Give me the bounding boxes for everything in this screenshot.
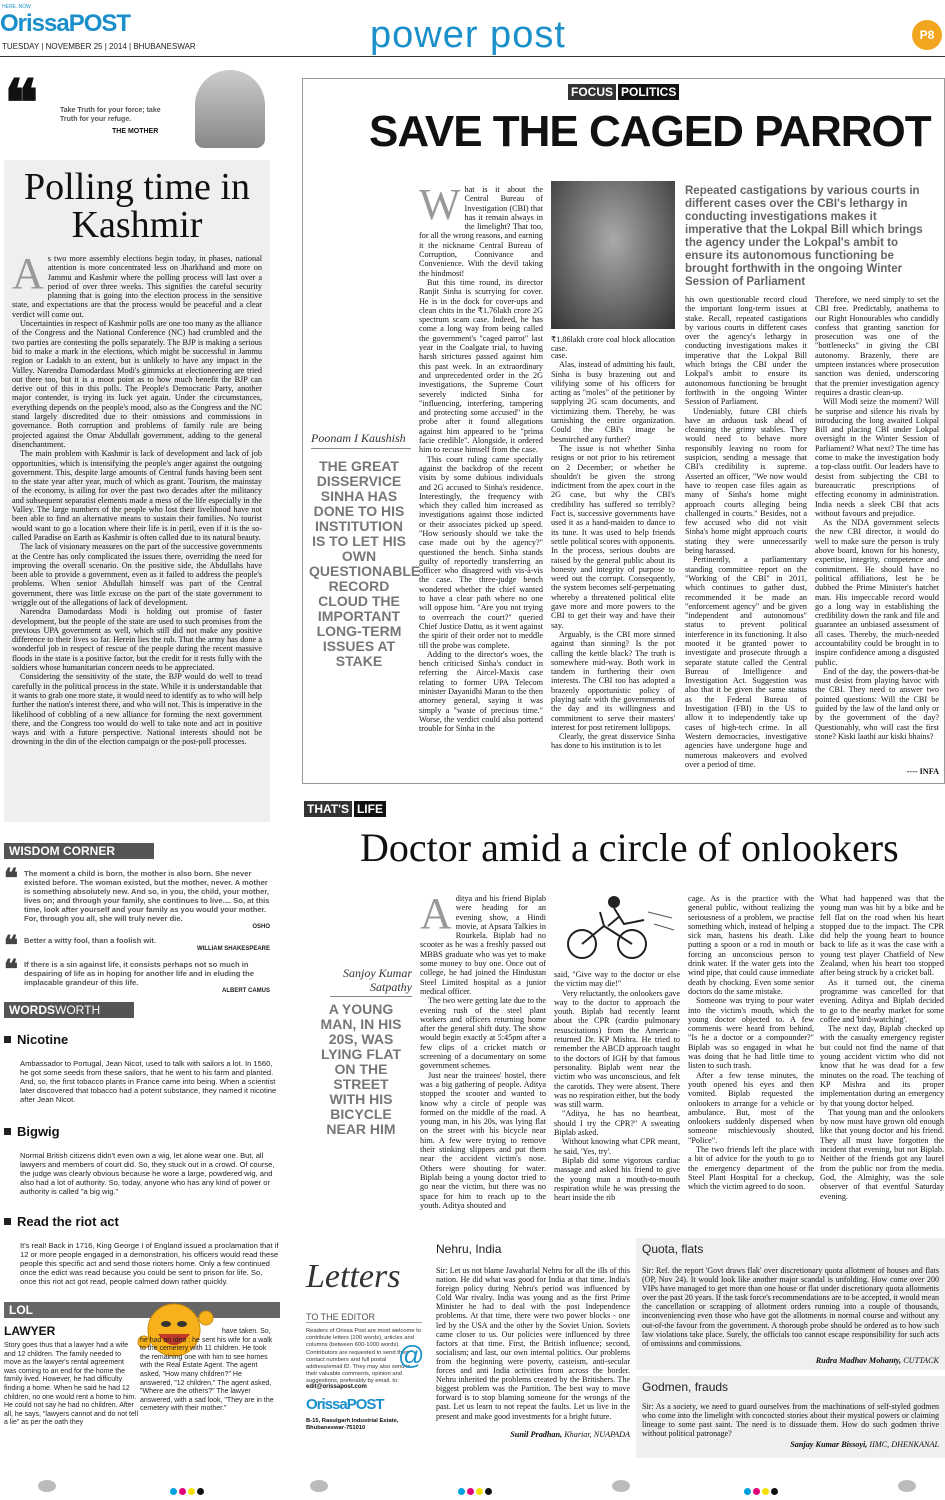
- lol-text-right: have taken. So, he had an idea : he sent his wife for a walk to the cemetery with 11 children. He took the remaining one with him to see homes with the Real Estate Agent. The agent asked, "How many children?" He answered, "12 children." The agent asked, "Where are the others?" The lawyer answered, with a sad look, "They are in the cemetery with their mother.": [140, 1328, 274, 1413]
- letters-note: Readers of Orissa Post are most welcome to contribute letters (100 words), articles and columns (between 600-1000 words). Contributors are requested to send their contact numbers and full postal address/email ID. They may also send in their valuable comments, opinion and suggestions, preferably by email, to:: [306, 1328, 422, 1385]
- quote-mark-icon: ❝: [4, 68, 39, 139]
- lol-header: LOL: [4, 1302, 280, 1318]
- quote-mark-icon: ❝: [4, 955, 18, 984]
- registration-mark-icon: [612, 1480, 630, 1492]
- letter-signature: Rudra Madhav Mohanty, CUTTACK: [815, 1356, 939, 1365]
- ranjit-sinha-photo: [551, 181, 675, 329]
- parrot-col-1: W hat is it about the Central Bureau of Investigation (CBI) that has it remain always in the limelight? That too, for all the wrong reasons, and earning it the nickname Central Bureau of Corruption, Connivance and Convenience. With the devil taking the hindmost! But this time round, its director Ranjit Sinha is scurrying for cover. He is in the dock for cover-ups and clean chits in the ₹1.76lakh crore 2G spectrum scam case. Indeed, he has come a long way from being called the government's "caged parrot" last year in the Coalgate trial, to having harsh strictures passed against him this past week. In an extraordinary and unprecedented order in the 2G investigations, the Supreme Court severely indicted Sinha for "influencing, interfering, tampering and protecting some accused" in the probe after it found allegations against him appeared to be "prima facie credible". Alongside, it ordered him to recuse himself from the case. This court ruling came specially against the backdrop of the recent visits by some dubious individuals and 2G accused to Sinha's residence. Interestingly, the frequency with which they called him increased as investigations against those indicted or their associates picked up speed. "How seriously should we take the case made out by the agency?" questioned the bench. Sinha stands guilty of reportedly transferring an officer who disagreed with vis-à-vis the case. The three-judge bench wondered whether the chief wanted to have a clear path where no one will oppose him. "Are you not trying to overreach the court?" queried Chief Justice Dattu, as it went against the spirit of their order not to meddle till the probe was complete. Adding to the director's woes, the bench criticised Sinha's conduct in referring the Aircel-Maxis case relating to former UPA Telecom minister Dayanidhi Maran to the then attorney general, saying it was simply a "waste of precious time." Worse, the verdict could also portend trouble for Sinha in the: [419, 180, 543, 734]
- wordsworth-item-title: Bigwig: [4, 1124, 280, 1139]
- doctor-article: [302, 800, 945, 1236]
- letter-heading: Godmen, frauds: [642, 1380, 729, 1394]
- letters-subtitle: TO THE EDITOR: [306, 1312, 422, 1323]
- color-dots-icon: [744, 1482, 780, 1500]
- paragraph: Narendra Damodardass Modi is holding out promise of faster development, but the people of the state are used to such promises from the previous UPA government as well, which still did not make any positive difference to their lives so far. Herein lies the rub. That the army has done a wonderful job in respect of rescue of the people during the recent massive floods in the state is a positive factor, but the credit for it rests fully with the soldiers whose humanitarian concern needs to be appreciated.: [12, 607, 262, 673]
- parrot-byline: Poonam I Kaushish: [311, 431, 411, 449]
- kashmir-title: Polling time in Kashmir: [24, 166, 250, 246]
- wordsworth: [4, 1002, 280, 1292]
- kashmir-body: [12, 249, 262, 836]
- parrot-photo-caption: ₹1.86lakh crore coal block allocation case.: [551, 335, 675, 354]
- page-number-badge: P8: [912, 20, 942, 50]
- letter-signature: Sunil Pradhan, Khariar, NUAPADA: [510, 1430, 630, 1439]
- letters-email-link[interactable]: edit@orissapost.com: [306, 1384, 367, 1390]
- doctor-dropcap: A: [420, 889, 452, 938]
- wisdom-quote-text: Better a witty fool, than a foolish wit.: [24, 936, 157, 945]
- letter-quota: [636, 1238, 945, 1370]
- registration-mark-icon: [898, 1480, 916, 1492]
- letter-signature: Sanjay Kumar Bissoyi, IIMC, DHENKANAL: [790, 1440, 939, 1449]
- wordsworth-item-title: Read the riot act: [4, 1214, 280, 1229]
- parrot-kicker: THE GREAT DISSERVICE SINHA HAS DONE TO HIS INSTITUTION IS TO LET HIS OWN QUESTIONABLE RECORD CLOUD THE IMPORTANT LONG-TERM ISSUES AT STAKE: [309, 458, 421, 669]
- letter-text: Sir: Let us not blame Jawaharlal Nehru for all the ills of this nation. He did what was good for India at that time. India's foreign policy during Nehru's period was influenced by Cold War rivalry. India was young and as the first Prime Minister he had to deal with the post Independence problems. At that time, there were two power blocks - one led by the USA and the other by the Soviet Union. Soviets came closer to us. Our policies were influenced by three factors at that time. First, the British influence; second, socialism; and last, our own internal politics. Our problems from the beginning were poverty, casteism, anti-secular forces and anti India activities from across the border. Nehru inherited the problems created by the Britishers. The biggest problem was the Partition. The best way to move forward is to stop blaming someone for the wrongs of the past. Let us learn to not repeat the faults. Let us live in the present and make good investments for a bright future.: [436, 1266, 630, 1421]
- wisdom-quote-author: WILLIAM SHAKESPEARE: [196, 946, 270, 952]
- quote-author: THE MOTHER: [112, 128, 159, 135]
- color-dots-icon: [458, 1482, 494, 1500]
- print-marks: [0, 1462, 945, 1497]
- letters-title: Letters: [306, 1258, 401, 1295]
- letters-section: [302, 1238, 945, 1458]
- section-title: power post: [370, 14, 566, 56]
- parrot-source: ---- INFA: [906, 767, 939, 776]
- cyclist-illustration: [554, 890, 680, 966]
- section-tag: THAT'S LIFE: [304, 802, 386, 816]
- letter-text: Sir: Ref. the report 'Govt draws flak' over discretionary quota allotment of houses and flats (OP, Nov 24). It would look like another major scandal is unfolding. How come over 200 VIPs have managed to get more than one house or flat under discretionary quota allotments over the past 20 years. If the task force's recommendations are to be accepted, it would mean the cancellation or scrapping of allotment orders running into a couple of thousands, inconveniencing even those who have got the allotments in normal course and without any out-of-the favour from the government. A thorough probe should be ordered as to how such law violations take place. Surely, the officials too cannot escape responsibility for such acts of omissions and commissions.: [642, 1266, 939, 1348]
- wisdom-quote-text: If there is a sin against life, it consists perhaps not so much in despairing of life as in hoping for another life and in eluding the implacable grandeur of this life.: [24, 960, 254, 987]
- letter-godmen: [636, 1376, 945, 1458]
- logo: OrissaPOST: [0, 10, 131, 37]
- wisdom-corner-header: WISDOM CORNER: [4, 843, 154, 859]
- wordsworth-item-text: Ambassador to Portugal, Jean Nicot, used to talk with sailors a lot. In 1560, he got some seeds from these sailors, that he went to his farm and planted. And, so, the first tobacco plants in France came into being. When a scientist later discovered that tobacco had a potent substance, they named it nicotine after Jean Nicot.: [20, 1059, 277, 1104]
- section-tag: FOCUS POLITICS: [568, 85, 679, 99]
- bullet-square-icon: [4, 1218, 11, 1225]
- wisdom-quote-author: ALBERT CAMUS: [222, 988, 270, 994]
- parrot-col-4: Therefore, we need simply to set the CBI free. Predictably, anathema to our Right Honourables who candidly confess that granting sanction for prosecution was one of the "bottlenecks" in giving the CBI autonomy. Brazenly, there are umpteen instances where prosecution sanction was denied, underscoring that the premier investigation agency requires a drastic clean-up. Will Modi seize the moment? Will he surprise and silence his rivals by introducing the long awaited Lokpal Bill and placing CBI under Lokpal oversight in the Winter Session of Parliament? What next? The time has come to make the investigation body a top-class outfit. Our leaders have to desist from subjecting the CBI to bureaucratic prescriptions of effecting economy in administration. India needs a sleek CBI that acts without favours and prejudice. As the NDA government selects the new CBI director, it would do well to make sure the person is truly above board, known for his honesty, expertise, integrity, competence and commitment. He should have no political affiliations, lest he be dubbed the Prime Minister's hatchet man. His impeccable record would go a long way in establishing the credibility down the rank and file and guarantee an unbiased assessment of all cases. Thereby, the much-needed accountability could be brought in to inspire confidence among a disgusted public. End of the day, the powers-that-be must desist from playing havoc with the CBI. They need to answer two pointed questions: Will the CBI be guided by the law of the land only or by the government of the day? Questionably, who will cast the first stone? Kiski laathi aur kiski bhains?: [815, 295, 939, 741]
- doctor-col-2: said, "Give way to the doctor or else the victim may die!" Very reluctantly, the onlookers gave way to the doctor to approach the youth. Biplab had recently learnt about the CPR (cardio pulmonary resuscitations) from the American-returned Dr. KP Mishra. He tried to remember the ABCD approach taught to the doctors of IGH by that famous personality. Biplab went near the victim who was unconscious, and felt the carotids. They were absent. There was no respiration either, but the body was still warm. "Aditya, he has no heartbeat, should I try the CPR?" A sweating Biplab asked. Without knowing what CPR meant, he said, 'Yes, try'. Biplab did some vigorous cardiac massage and asked his friend to give the young man a mouth-to-mouth respiration while he was pressing the heart inside the rib: [554, 970, 680, 1203]
- quote-mark-icon: ❝: [4, 864, 18, 893]
- doctor-kicker: A YOUNG MAN, IN HIS 20S, WAS LYING FLAT ON THE STREET WITH HIS BICYCLE NEAR HIM: [320, 1001, 402, 1137]
- date-line: TUESDAY | NOVEMBER 25 | 2014 | BHUBANESWAR: [2, 42, 196, 51]
- doctor-col-3: cage. As is the practice with the general public, without realizing the seriousness of a problem, we practise something which, instead of helping a sick man, hastens his death. Like putting a spoon or a rod in mouth or forcing an unconscious person to drink water. If the water gets into the wind pipe, that could cause immediate death by chocking. Even some senior doctors do the same mistake. Someone was trying to pour water into the victim's mouth, which the young doctor objected to. A few comments were heard from behind, "Is he a doctor or a compounder?" Biplab was so engaged in what he was doing that he had little time to listen to such trash. After a few tense minutes, the youth opened his eyes and then vomited. Biplab requested the onlookers to arrange for a vehicle or ambulance. But, most of the onlookers suddenly dispersed when someone mischievously shouted, "Police". The two friends left the place with a bit of advice for the youth to go to the emergency department of the Steel Plant Hospital for a checkup, which the victim agreed to do soon.: [688, 894, 814, 1192]
- doctor-headline: Doctor amid a circle of onlookers: [360, 825, 899, 870]
- kashmir-editorial: [4, 160, 270, 822]
- wisdom-quote-text: The moment a child is born, the mother is also born. She never existed before. The woman existed, but the mother, never. A mother is something absolutely new. And so, in you, the child, your mother, lives on; and through your family, she continues to live.... So, at this time, look after yourself and your family as you would your mother. For, through you all, she will truly never die.: [24, 869, 270, 923]
- lol-box: [4, 1302, 280, 1454]
- lol-text-left: Story goes thus that a lawyer had a wife and 12 children. The family needed to move as the lawyer's rental agreement was coming to an end for the home the family lived. However, he had difficulty finding a home. When he said he had 12 children, no one would rent a home to him. He could not say he had no children. After all, he says, "lawyers cannot and do not tell a lie" as per the oath they: [4, 1342, 139, 1427]
- registration-mark-icon: [310, 1480, 328, 1492]
- kashmir-dropcap: A: [12, 249, 44, 298]
- parrot-col-3: his own questionable record cloud the important long-term issues at stake. Recall, repeated castigations by various courts in different cases over the agency's lethargy in conducting investigations makes it imperative that the Lokpal Bill which brings the CBI under the Lokpal's ambit to ensure its autonomous functioning be brought forthwith in the ongoing Winter Session of Parliament. Undeniably, future CBI chiefs have an arduous task ahead of cleansing the grimy stables. They would need to behave more responsibly leaving no room for suspicion, sending a message that CBI's credibility is supreme. Asserted an officer, "We now would have to reopen case files again as many of Sinha's home might approach courts alleging being challenged in courts." Besides, not a few accused who did not visit Sinha's home might approach courts stating they were unnecessarily being harassed. Pertinently, a parliamentary standing committee report on the "Working of the CBI" in 2011, which continues to gather dust, recommended it be made an "enforcement agency" and be given "independent and autonomous" status to prevent political interference in its functioning. It also mooted it be granted power to investigate and prosecute through a separate statute called the Central Bureau of Intelligence and Investigation Act. Suggestion was also that it be given the same status as the Federal Bureau of Investigation (FBI) in the US to allow it to independently take up cases of high-tech crime. In all Western democracies, investigative agencies have undergone huge and numerous makeovers and evolved over a period of time.: [685, 295, 807, 769]
- wordsworth-item-text: Normal British citizens didn't even own a wig, let alone wear one. But, all lawyers and members of court did. So, they stuck out in a crowd. Of course, the judge was clearly obvious because he wore a large, powdered wig, and also had a lot of authority. So, today, anyone who has any kind of power or authority is called "a big wig.": [20, 1151, 275, 1196]
- paragraph: Considering the sensitivity of the state, the BJP would do well to tread carefully in the political process in the state. While it is understandable that it wants to grab one more state, it would need to identify as to who will help further the nation's interest there, and who will not. This is imperative in the likelihood of cobbling of a new alliance for forming the next government there, and the Congress too would do well to take note and act in positive ways and with a future perspective. National interests should not be drowning in the din of the election campaign or the post-poll processes.: [12, 672, 262, 747]
- doctor-col-1: A ditya and his friend Biplab were heading for an evening show, a Hindi movie, at Apsara Talkies in Rourkela. Biplab had no scooter as he was a freshly passed out MBBS graduate who was yet to make some money to buy one. Once out of college, he had joined the Hindustan Steel Limited hospital as a junior medical officer. The two were getting late due to the evening rush of the steel plant workers and officers returning home after the general shift duty. The show would begin exactly at 5:45pm after a few clips of a cricket match or screening of a documentary on some government schemes. Just near the trainees' hostel, there was a big gathering of people. Aditya stopped the scooter and wanted to know why a circle of people was formed on the middle of the road. A young man, in his 20s, was lying flat on the street with his bicycle near him. A few were trying to remove their stinking slippers and put them near the accident victim's nose. Others were shouting for water. Biplab being a young doctor tried to go near the victim, but there was no space for him to reach up to the youth. Aditya shouted and: [420, 889, 546, 1210]
- the-mother-photo: [195, 70, 265, 148]
- masthead: [0, 0, 945, 60]
- quote-text: Take Truth for your force; take Truth for your refuge.: [60, 107, 161, 123]
- bullet-square-icon: [4, 1036, 11, 1043]
- letter-heading: Nehru, India: [436, 1242, 502, 1256]
- paragraph: The main problem with Kashmir is lack of development and lack of job opportunities, which is intensifying the people's anger against the outgoing government. This, despite large amounts of Central funds having been sent to the state year after year, much of which as grant. Tourism, the mainstay of the economy, is ailing for over the past two decades after the militancy and subsequent separatist elements made a mess of the life especially in the Valley. The large numbers of the people who lost their livelihood have not been able to find an alternative means to sustain their families. No tourist would want to go a location where their life is in peril, even if it is the so-called Paradise on Earth as Kashmir is often called due to its natural beauty.: [12, 449, 262, 542]
- parrot-dropcap: W: [419, 180, 461, 229]
- doctor-col-4: What had happened was that the young man was hit by a bike and he fell flat on the road when his heart stopped due to the impact. The CPR did help the young heart to bounce back to life as it was the case with a young test player Chatfield of New Zealand, when his heart too stopped after being struck by a cricket ball. As it turned out, the cinema programme was cancelled for that evening. Aditya and Biplab decided to go to the nearby market for some coffee and 'bird-watching'. The next day, Biplab checked up with the casualty emergency register but could not find the name of that young accident victim who did not know that he was dead for a few minutes on the road. The teaching of KP Mishra and its proper implementation during an emergency by that young doctor helped. That young man and the onlookers by now must have grown old enough like that young doctor and his friend. They all must have forgotten the incident that evening, but not Biplab. Neither of the friends got any laurel from the public nor from the media. God, the Almighty, was the sole observer of that eventful Saturday evening.: [820, 894, 944, 1201]
- registration-mark-icon: [38, 1480, 56, 1492]
- masthead-rule: [0, 56, 945, 57]
- bullet-square-icon: [4, 1128, 11, 1135]
- parrot-col-2: case. Alas, instead of admitting his fault, Sinha is busy brazening out and vilifying some of his officers for acting as "moles" of the petitioner by supplying 2G scam documents, and victimizing them. Thereby, he was tarnishing the entire organization. Could the CBI's image be besmirched any further? The issue is not whether Sinha resigns or not prior to his retirement on 2 December; or whether he shouldn't be given the strong indictment from the apex court in the 2G case, but why the CBI's credibility has suffered so terribly? Fact is, successive governments have used it as a hand-maiden to dance to its tune. It was used to help friends settle political scores with opponents. In the process, serious doubts are raised by the general public about its honesty and integrity of purpose to weed out the corrupt. Consequently, the system becomes self-perpetuating whereby a threatened political elite gave more and more powers to the CBI to get their way and have their say. Arguably, is the CBI more sinned against than sinning? Is the pot calling the kettle black? The truth is somewhere mid-way. Both work in tandem in furthering their own interests. The CBI too has adopted a brazenly opportunistic policy of playing safe with the governments of the day and its willingness and commitment to serve their masters' interest for post retirement lollipops. Clearly, the great disservice Sinha has done to his institution is to let: [551, 351, 675, 751]
- paragraph: s two more assembly elections begin today, in phases, national attention is more concentrated less on Jharkhand and more on Jammu and Kashmir where the polling process will last over a period of over three weeks. This signifies the careful security planning that is going into the election process in the sensitive state, and expectations are that the process would be peaceful and a clear verdict will come out.: [12, 254, 262, 319]
- letter-heading: Quota, flats: [642, 1242, 704, 1256]
- wordsworth-item-text: It's real! Back in 1716, King George I of England issued a proclamation that if 12 or more people engaged in a demonstration, his officers would read these people this specific act and send those rioters home. Only a few continued once the edict was read because you could be sent to prison for life. So, once this riot act got read, people calmed down rather quickly.: [20, 1241, 279, 1286]
- paragraph: Uncertainties in respect of Kashmir polls are one too many as the alliance of the Congress and the National Conference (NC) had crumbled and the two parties are contesting the polls separately. The BJP is making a serious bid to make a mark in the elections, which might be successful in Jammu region or Ladakh to an extent, but is unlikely to have any impact in the Valley. Narendra Damodardass Modi's gimmicks at electioneering are tried out there too, but it is a moot point as to how much benefit the BJP can derive out of this in this polls. The People's Democratic Party, another major contender, is trying its luck yet again. Under the circumstances, everything depends on the people's mood, also as the Congress and the NC stand largely discredited due to their omissions and commissions in governance. Both corruption and problems of family rule are being projected against the Omar Abdullah government, adding to the general disenchantment.: [12, 319, 262, 449]
- letter-text: Sir: As a society, we need to guard ourselves from the machinations of self-styled godmen who come into the limelight with concocted stories about their mystical powers or claiming lineage to some past saint. The need is to dissuade them. How do such godmen thrive without political patronage?: [642, 1402, 939, 1439]
- paragraph: The lack of visionary measures on the part of the successive governments at the Centre has only complicated the issues there, overriding the need for improving the overall scenario. On the positive side, the Abdullahs have been able to provide a government, even as it failed to address the people's problems. When senior Abdullah himself was part of the Central government, there was little excuse on the part of the state government to wriggle out of the allegations of lack of development.: [12, 542, 262, 607]
- caged-parrot-article: [302, 78, 945, 784]
- color-dots-icon: [170, 1482, 206, 1500]
- lol-title: LAWYER: [4, 1324, 56, 1338]
- logo-tagline: HERE. NOW: [2, 4, 31, 10]
- parrot-headline: SAVE THE CAGED PARROT: [369, 107, 931, 156]
- wordsworth-header: WORDSWORTH: [4, 1002, 134, 1018]
- doctor-byline: Sanjoy Kumar Satpathy: [330, 966, 412, 997]
- at-sign-icon: @: [398, 1340, 425, 1370]
- quote-block: [0, 66, 272, 154]
- letter-nehru: [436, 1242, 630, 1440]
- letters-address: B-15, Rasulgarh Industrial Estate, Bhubaneswar-751010: [306, 1418, 399, 1431]
- quote-mark-icon: ❝: [4, 931, 18, 960]
- wisdom-corner: [4, 843, 270, 994]
- wisdom-quote-author: OSHO: [252, 924, 270, 930]
- parrot-deck: Repeated castigations by various courts in different cases over the CBI's lethargy in conducting investigations makes it imperative that the Lokpal Bill which brings the agency under the Lokpal's ambit to ensure its autonomous functioning be brought forthwith in the ongoing Winter Session of Parliament: [685, 185, 923, 288]
- wordsworth-item-title: Nicotine: [4, 1032, 280, 1047]
- letters-logo: OrissaPOST: [306, 1396, 384, 1413]
